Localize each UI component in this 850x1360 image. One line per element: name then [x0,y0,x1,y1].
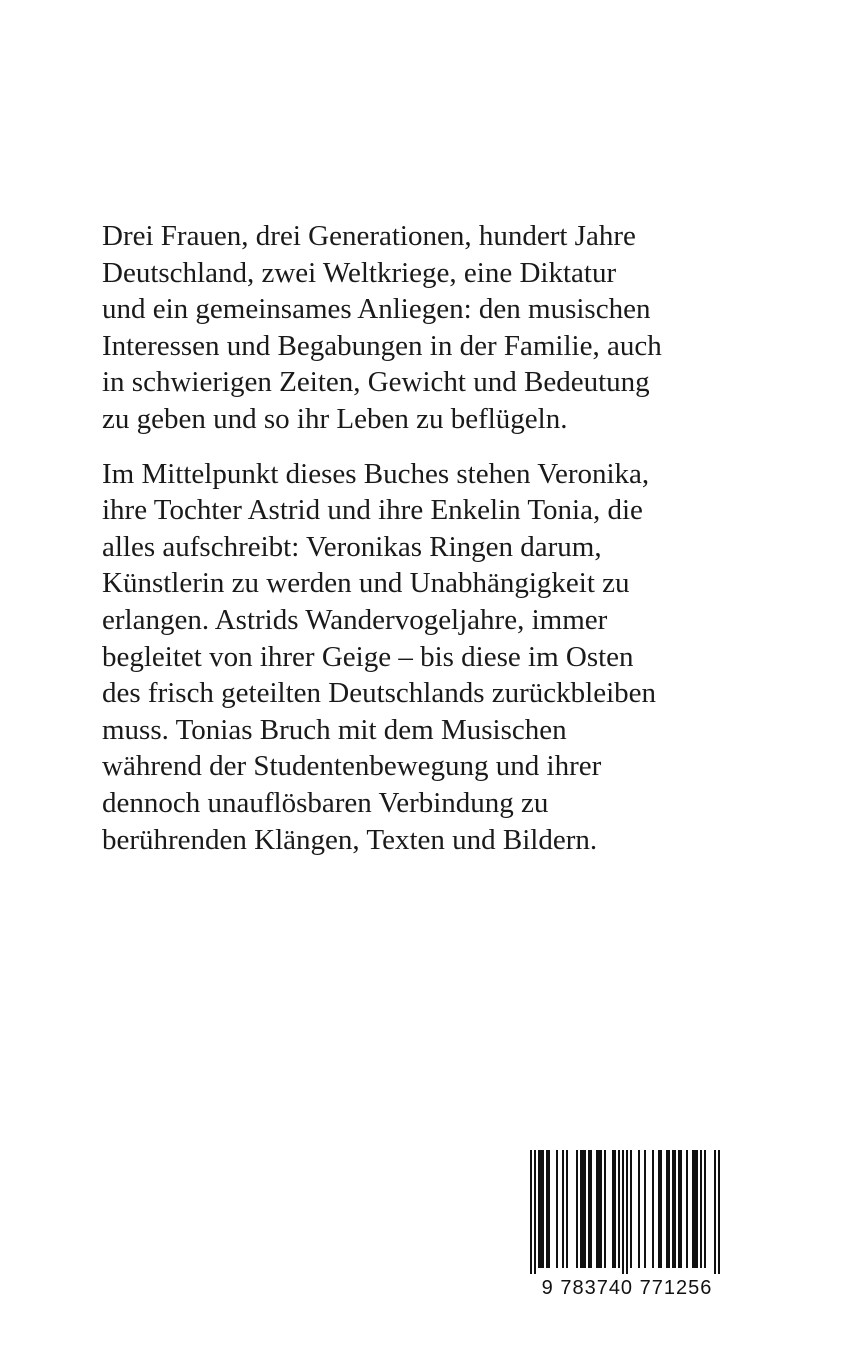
text-line: zu geben und so ihr Leben zu beflügeln. [102,402,568,435]
barcode-bar [596,1150,602,1268]
barcode-bar [638,1150,640,1268]
barcode-bar [704,1150,706,1268]
barcode-bar [538,1150,544,1268]
text-line: und ein gemeinsames Anliegen: den musischen [102,293,651,326]
barcode-bar [576,1150,578,1268]
text-line: Im Mittelpunkt dieses Buches stehen Veronika, [102,457,650,490]
barcode-bar [604,1150,606,1268]
barcode-bar [588,1150,592,1268]
barcode-bar [546,1150,550,1268]
text-line: dennoch unauflösbaren Verbindung zu [102,786,549,819]
barcode-bar [580,1150,586,1268]
barcode-bar [678,1150,682,1268]
text-line: Drei Frauen, drei Generationen, hundert Jahre [102,220,636,252]
barcode-bar [534,1150,536,1274]
barcode-bar [618,1150,620,1268]
blurb-paragraph-1 [102,218,762,438]
barcode-bar [714,1150,716,1274]
text-line: alles aufschreibt: Veronikas Ringen darum, [102,530,602,563]
text-line: in schwierigen Zeiten, Gewicht und Bedeutung [102,366,650,399]
text-line: während der Studentenbewegung und ihrer [102,750,602,783]
barcode-bar [630,1150,632,1268]
barcode-bar [566,1150,568,1268]
isbn-barcode [518,1133,736,1305]
back-cover-blurb [102,218,762,858]
text-line: Deutschland, zwei Weltkriege, eine Diktatur [102,256,617,289]
text-line: des frisch geteilten Deutschlands zurückbleiben [102,677,657,710]
barcode-bar [530,1150,532,1274]
barcode-bar [672,1150,676,1268]
barcode-bar [556,1150,558,1268]
barcode-bar [686,1150,688,1268]
barcode-bar [692,1150,698,1268]
barcode-bar [658,1150,662,1268]
barcode-bar [562,1150,564,1268]
barcode-bar [666,1150,670,1268]
barcode-bar [612,1150,616,1268]
text-line: muss. Tonias Bruch mit dem Musischen [102,713,567,746]
text-line: erlangen. Astrids Wandervogeljahre, immer [102,603,608,636]
barcode-bars [530,1150,720,1274]
barcode-bar [622,1150,624,1274]
isbn-number: 9 783740 771256 [541,1277,713,1299]
text-line: Interessen und Begabungen in der Familie, auch [102,329,662,362]
barcode-bar [644,1150,646,1268]
text-line: begleitet von ihrer Geige – bis diese im Osten [102,640,634,673]
text-line: Künstlerin zu werden und Unabhängigkeit zu [102,567,630,600]
text-line: ihre Tochter Astrid und ihre Enkelin Tonia, die [102,494,643,527]
barcode-bar [652,1150,654,1268]
barcode-bar [700,1150,702,1268]
blurb-paragraph-2 [102,456,762,859]
barcode-bar [718,1150,720,1274]
text-line: berührenden Klängen, Texten und Bildern. [102,823,598,856]
barcode-bar [626,1150,628,1274]
